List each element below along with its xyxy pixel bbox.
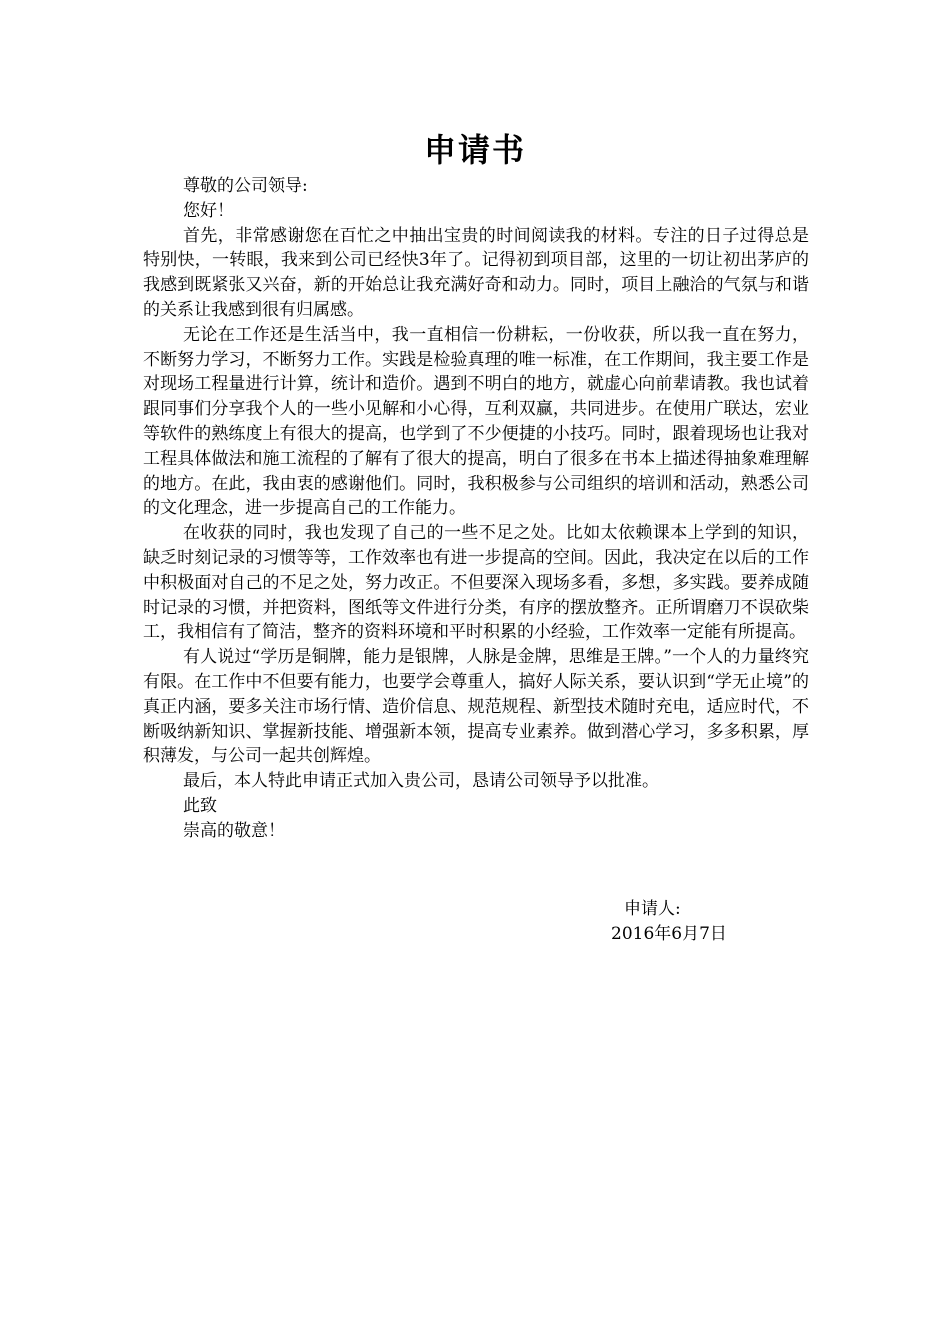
applicant-label: 申请人: (624, 899, 681, 919)
closing-regards: 崇高的敬意！ (183, 820, 285, 841)
paragraph: 最后，本人特此申请正式加入贵公司，恳请公司领导予以批准。 (183, 771, 659, 792)
paragraph: 在收获的同时，我也发现了自己的一些不足之处。比如太依赖课本上学到的知识，缺乏时刻记录的习惯等等，工作效率也有进一步提高的空间。因此，我决定在以后的工作中积极面对自己的不足之处，努力改正。不但要深入现场多看，多想，多实践。要养成随时记录的习惯，并把资料，图纸等文件进行分类，有序的摆放整齐。正所谓磨刀不误砍柴工，我相信有了简洁，整齐的资料环境和平时积累的小经验，工作效率一定能有所提高。 (143, 523, 809, 643)
letter-body (143, 174, 809, 844)
document-title: 申请书 (423, 131, 526, 169)
salutation: 尊敬的公司领导: (183, 176, 308, 196)
closing-line: 此致 (183, 795, 217, 816)
signature-block (611, 897, 811, 947)
paragraph: 首先，非常感谢您在百忙之中抽出宝贵的时间阅读我的材料。专注的日子过得总是特别快，一转眼，我来到公司已经快3年了。记得初到项目部，这里的一切让初出茅庐的我感到既紧张又兴奋，新的开始总让我充满好奇和动力。同时，项目上融洽的气氛与和谐的关系让我感到很有归属感。 (143, 225, 809, 320)
paragraph: 有人说过“学历是铜牌，能力是银牌，人脉是金牌，思维是王牌。”一个人的力量终究有限。在工作中不但要有能力，也要学会尊重人，搞好人际关系，要认识到“学无止境”的真正内涵，要多关注市场行情、造价信息、规范规程、新型技术随时充电，适应时代，不断吸纳新知识、掌握新技能、增强新本领，提高专业素养。做到潜心学习，多多积累，厚积薄发，与公司一起共创辉煌。 (143, 647, 809, 767)
signature-date: 2016年6月7日 (611, 923, 727, 944)
greeting: 您好！ (183, 200, 234, 221)
paragraph: 无论在工作还是生活当中，我一直相信一份耕耘，一份收获，所以我一直在努力，不断努力学习，不断努力工作。实践是检验真理的唯一标准，在工作期间，我主要工作是对现场工程量进行计算，统计和造价。遇到不明白的地方，就虚心向前辈请教。我也试着跟同事们分享我个人的一些小见解和小心得，互利双赢，共同进步。在使用广联达，宏业等软件的熟练度上有很大的提高，也学到了不少便捷的小技巧。同时，跟着现场也让我对工程具体做法和施工流程的了解有了很大的提高，明白了很多在书本上描述得抽象难理解的地方。在此，我由衷的感谢他们。同时，我积极参与公司组织的培训和活动，熟悉公司的文化理念，进一步提高自己的工作能力。 (143, 324, 809, 519)
